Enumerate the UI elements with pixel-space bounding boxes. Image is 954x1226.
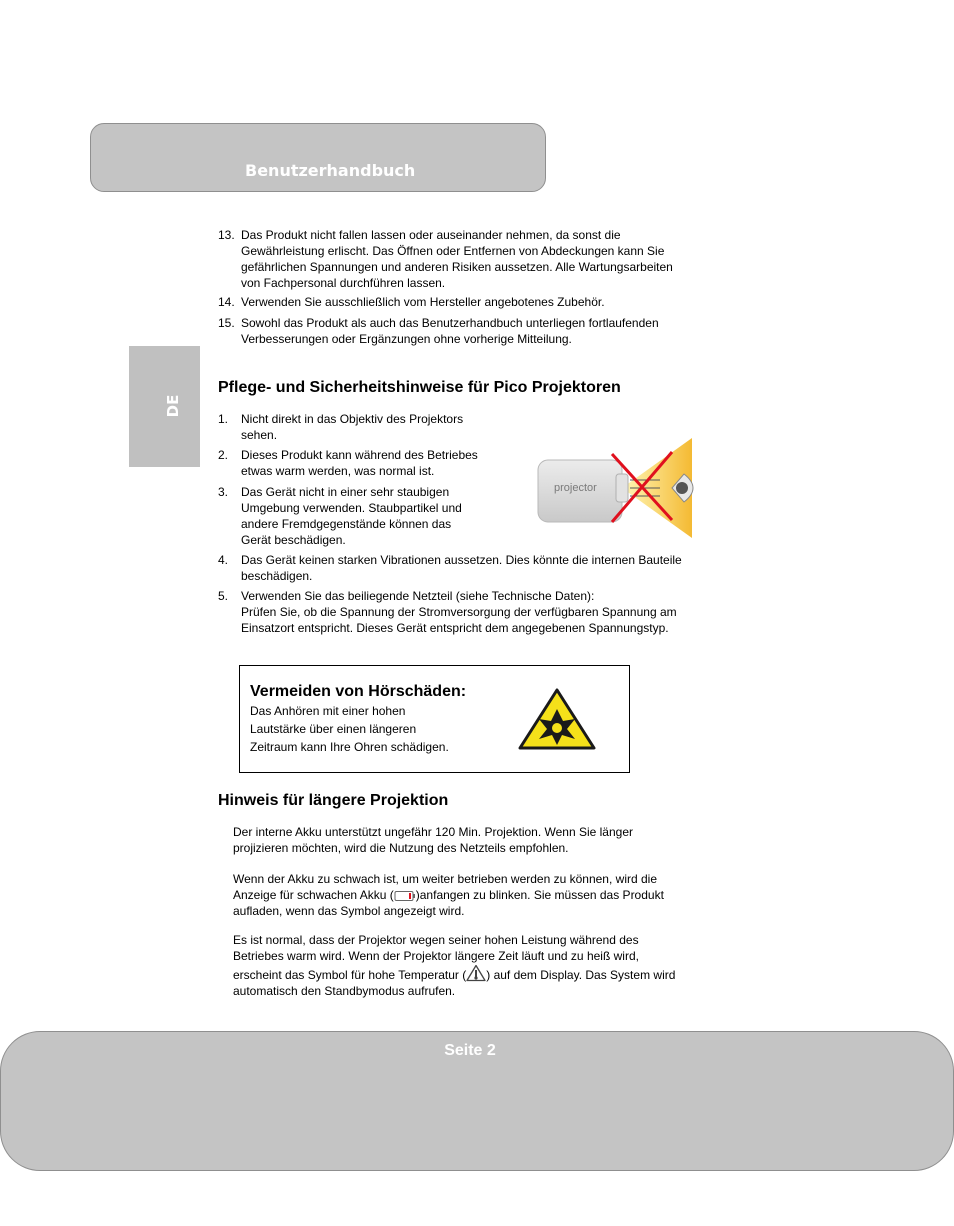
warning-text: Das Anhören mit einer hohen Lautstärke über einen längeren Zeitraum kann Ihre Ohren schädigen. (250, 704, 449, 754)
list-item-number: 14. (218, 295, 235, 309)
list-item-number: 4. (218, 553, 229, 567)
list-item-text: Verwenden Sie das beiliegende Netzteil (siehe Technische Daten): Prüfen Sie, ob die Spannung der Stromversorgung der verfügbaren Spannung am Einsatzort entspricht. Dieses Gerät entspricht dem angegebenen Spannungstyp. (241, 589, 677, 635)
list-item-text: Das Gerät keinen starken Vibrationen aussetzen. Dies könnte die internen Bauteile beschädigen. (241, 553, 682, 583)
high-temperature-icon (466, 964, 486, 982)
list-item-text: Verwenden Sie ausschließlich vom Hersteller angebotenes Zubehör. (241, 295, 605, 309)
paragraph-text: Wenn der Akku zu schwach ist, um weiter betrieben werden zu können, wird die Anzeige für schwachen Akku ( (233, 872, 657, 902)
list-item-number: 2. (218, 448, 229, 462)
list-item-number: 1. (218, 412, 229, 426)
low-battery-icon (394, 890, 416, 902)
section-heading-projection: Hinweis für längere Projektion (218, 792, 449, 809)
list-item-number: 13. (218, 228, 235, 242)
warning-title: Vermeiden von Hörschäden: (250, 683, 467, 700)
list-item-text: Das Produkt nicht fallen lassen oder auseinander nehmen, da sonst die Gewährleistung erlischt. Das Öffnen oder Entfernen von Abdeckungen kann Sie gefährlichen Spannungen und anderen Risiken aussetzen. Alle Wartungsarbeiten von Fachpersonal durchführen lassen. (241, 228, 673, 290)
paragraph-text: Es ist normal, dass der Projektor wegen seiner hohen Leistung während des Betriebes warm wird. Wenn der Projektor längere Zeit läuft und zu heiß wird, erscheint das Symbol für hohe Temperatur ( (233, 933, 639, 982)
paragraph-text: ) auf dem Display. Das System wird automatisch den Standbymodus aufrufen. (233, 968, 676, 998)
list-item-number: 5. (218, 589, 229, 603)
paragraph-text: )anfangen zu blinken. Sie müssen das Produkt aufladen, wenn das Symbol angezeigt wird. (233, 888, 664, 918)
paragraph-high-temperature (233, 932, 753, 999)
section-heading-care: Pflege- und Sicherheitshinweise für Pico Projektoren (218, 379, 621, 396)
hearing-damage-warning-icon (517, 687, 597, 751)
list-item-number: 15. (218, 316, 235, 330)
projector-lens (616, 474, 628, 502)
eye-pupil (676, 482, 688, 494)
list-item-text: Dieses Produkt kann während des Betriebes etwas warm werden, was normal ist. (241, 448, 478, 478)
paragraph-low-battery (233, 871, 753, 919)
list-item-text: Sowohl das Produkt als auch das Benutzerhandbuch unterliegen fortlaufenden Verbesserungen oder Ergänzungen ohne vorherige Mitteilung. (241, 316, 659, 346)
projector-eye-illustration (532, 430, 712, 540)
list-item-number: 3. (218, 485, 229, 499)
page-number: Seite 2 (444, 1042, 496, 1059)
projector-label: projector (554, 482, 597, 494)
language-label: DE (164, 394, 182, 418)
list-item-text: Nicht direkt in das Objektiv des Projektors sehen. (241, 412, 464, 442)
list-item-text: Das Gerät nicht in einer sehr staubigen Umgebung verwenden. Staubpartikel und andere Fremdgegenstände können das Gerät beschädigen. (241, 485, 462, 547)
header-tab (90, 123, 546, 192)
header-title: Benutzerhandbuch (245, 161, 416, 180)
paragraph-battery-runtime: Der interne Akku unterstützt ungefähr 120 Min. Projektion. Wenn Sie länger projizieren möchten, wird die Nutzung des Netzteils empfohlen. (233, 825, 634, 855)
